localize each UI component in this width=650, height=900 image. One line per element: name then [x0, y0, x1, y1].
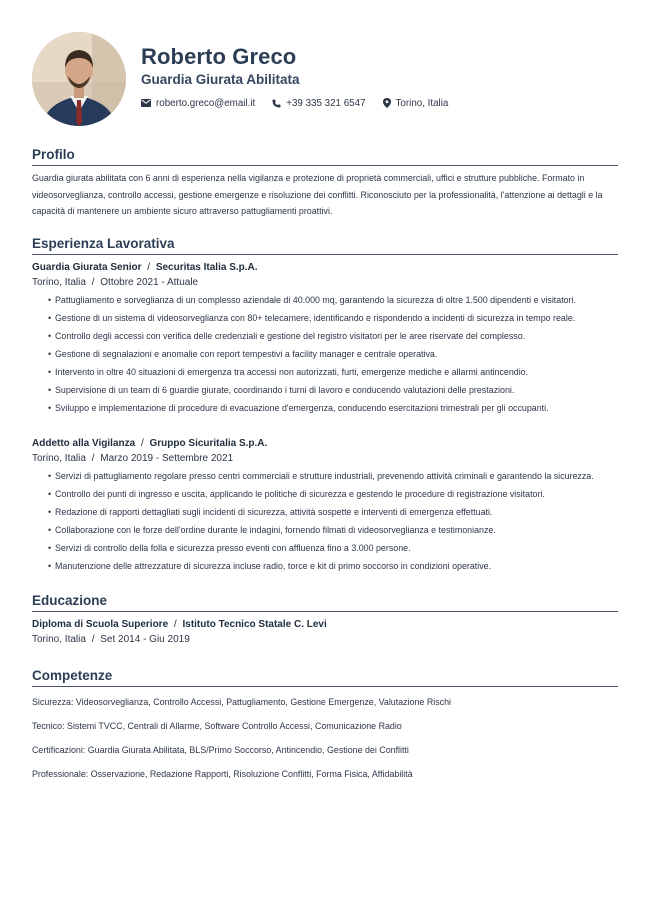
profile-text: Guardia giurata abilitata con 6 anni di esperienza nella vigilanza e protezione di proprietà commerciali, uffici e strutture pubbliche. Formato in videosorveglianza, controllo accessi, gestione emergenze e risoluzione dei conflitti. Riconosciuto per la professionalità, l'attenzione ai dettagli e la capacità di mantenere un ambiente sicuro attraverso pattugliamenti proattivi. — [32, 173, 603, 216]
job-entry — [32, 436, 618, 574]
education-school: Istituto Tecnico Statale C. Levi — [182, 618, 327, 630]
job-dates: Ottobre 2021 - Attuale — [100, 276, 199, 288]
phone-text: +39 335 321 6547 — [286, 97, 366, 109]
job-bullets — [32, 469, 618, 574]
section-title-profile: Profilo — [32, 147, 618, 166]
list-item: • Pattugliamento e sorveglianza di un complesso aziendale di 40.000 mq, garantendo la sicurezza di oltre 1.500 dipendenti e visitatori. — [48, 293, 618, 308]
header-text — [141, 44, 465, 109]
job-heading — [32, 436, 618, 452]
skill-line: Certificazioni: Guardia Giurata Abilitata, BLS/Primo Soccorso, Antincendio, Gestione dei Conflitti — [32, 744, 409, 755]
skill-line: Professionale: Osservazione, Redazione Rapporti, Risoluzione Conflitti, Forma Fisica, Affidabilità — [32, 768, 413, 779]
map-pin-icon — [383, 98, 391, 108]
education-degree: Diploma di Scuola Superiore — [32, 618, 169, 630]
job-location: Torino, Italia — [32, 276, 86, 288]
experience-section — [32, 236, 618, 574]
contact-location — [383, 98, 449, 109]
avatar — [32, 32, 126, 126]
list-item: • Manutenzione delle attrezzature di sicurezza incluse radio, torce e kit di primo soccorso in condizioni operative. — [48, 559, 618, 574]
person-name: Roberto Greco — [141, 43, 297, 69]
separator: / — [147, 261, 151, 273]
job-entry — [32, 260, 618, 416]
skills-section — [32, 668, 618, 780]
list-item: • Sviluppo e implementazione di procedure di evacuazione d'emergenza, conducendo esercitazioni trimestrali per gli occupanti. — [48, 401, 618, 416]
list-item: • Supervisione di un team di 6 guardie giurate, coordinando i turni di lavoro e conducendo valutazioni delle prestazioni. — [48, 383, 618, 398]
contact-phone[interactable] — [272, 98, 365, 109]
list-item: • Redazione di rapporti dettagliati sugli incidenti di sicurezza, attività sospette e interventi di emergenza effettuati. — [48, 505, 618, 520]
list-item: • Collaborazione con le forze dell'ordine durante le indagini, fornendo filmati di videosorveglianza e testimonianze. — [48, 523, 618, 538]
job-role: Guardia Giurata Senior — [32, 261, 142, 273]
job-location: Torino, Italia — [32, 452, 86, 464]
list-item: • Gestione di segnalazioni e anomalie con report tempestivi a facility manager e centrale operativa. — [48, 347, 618, 362]
education-dates: Set 2014 - Giu 2019 — [100, 633, 190, 645]
resume-header — [32, 0, 618, 126]
job-title: Guardia Giurata Abilitata — [141, 71, 300, 87]
job-meta — [32, 452, 618, 466]
education-heading — [32, 617, 618, 633]
list-item: • Servizi di controllo della folla e sicurezza presso eventi con affluenza fino a 3.000 persone. — [48, 541, 618, 556]
list-item: • Servizi di pattugliamento regolare presso centri commerciali e strutture industriali, prevenendo attività criminali e garantendo la sicurezza. — [48, 469, 618, 484]
separator: / — [91, 452, 95, 464]
list-item: • Controllo dei punti di ingresso e uscita, applicando le politiche di sicurezza e gestendo le procedure di registrazione visitatori. — [48, 487, 618, 502]
profile-section — [32, 147, 618, 220]
education-section — [32, 593, 618, 647]
skill-line: Tecnico: Sistemi TVCC, Centrali di Allarme, Software Controllo Accessi, Comunicazione Radio — [32, 720, 402, 731]
list-item: • Controllo degli accessi con verifica delle credenziali e gestione del registro visitatori per le aree riservate del complesso. — [48, 329, 618, 344]
job-company: Gruppo Sicuritalia S.p.A. — [149, 437, 268, 449]
location-text: Torino, Italia — [395, 97, 449, 109]
separator: / — [91, 276, 95, 288]
contact-row — [141, 98, 465, 109]
job-heading — [32, 260, 618, 276]
mail-icon — [141, 99, 151, 107]
section-title-education: Educazione — [32, 593, 618, 612]
list-item: • Intervento in oltre 40 situazioni di emergenza tra accessi non autorizzati, furti, emergenze mediche e allarmi antincendio. — [48, 365, 618, 380]
separator: / — [140, 437, 144, 449]
section-title-experience: Esperienza Lavorativa — [32, 236, 618, 255]
section-title-skills: Competenze — [32, 668, 618, 687]
job-company: Securitas Italia S.p.A. — [155, 261, 258, 273]
skills-list — [32, 696, 618, 780]
skill-line: Sicurezza: Videosorveglianza, Controllo Accessi, Pattugliamento, Gestione Emergenze, Valutazione Rischi — [32, 696, 451, 707]
separator: / — [91, 633, 95, 645]
profile-photo — [32, 32, 126, 126]
contact-email[interactable] — [141, 98, 255, 109]
education-meta — [32, 633, 618, 647]
job-meta — [32, 276, 618, 290]
phone-icon — [272, 99, 281, 108]
job-dates: Marzo 2019 - Settembre 2021 — [100, 452, 234, 464]
list-item: • Gestione di un sistema di videosorveglianza con 80+ telecamere, identificando e rispondendo a incidenti di sicurezza in tempo reale. — [48, 311, 618, 326]
job-bullets — [32, 293, 618, 416]
education-location: Torino, Italia — [32, 633, 86, 645]
email-text: roberto.greco@email.it — [156, 97, 256, 109]
job-role: Addetto alla Vigilanza — [32, 437, 136, 449]
separator: / — [173, 618, 177, 630]
